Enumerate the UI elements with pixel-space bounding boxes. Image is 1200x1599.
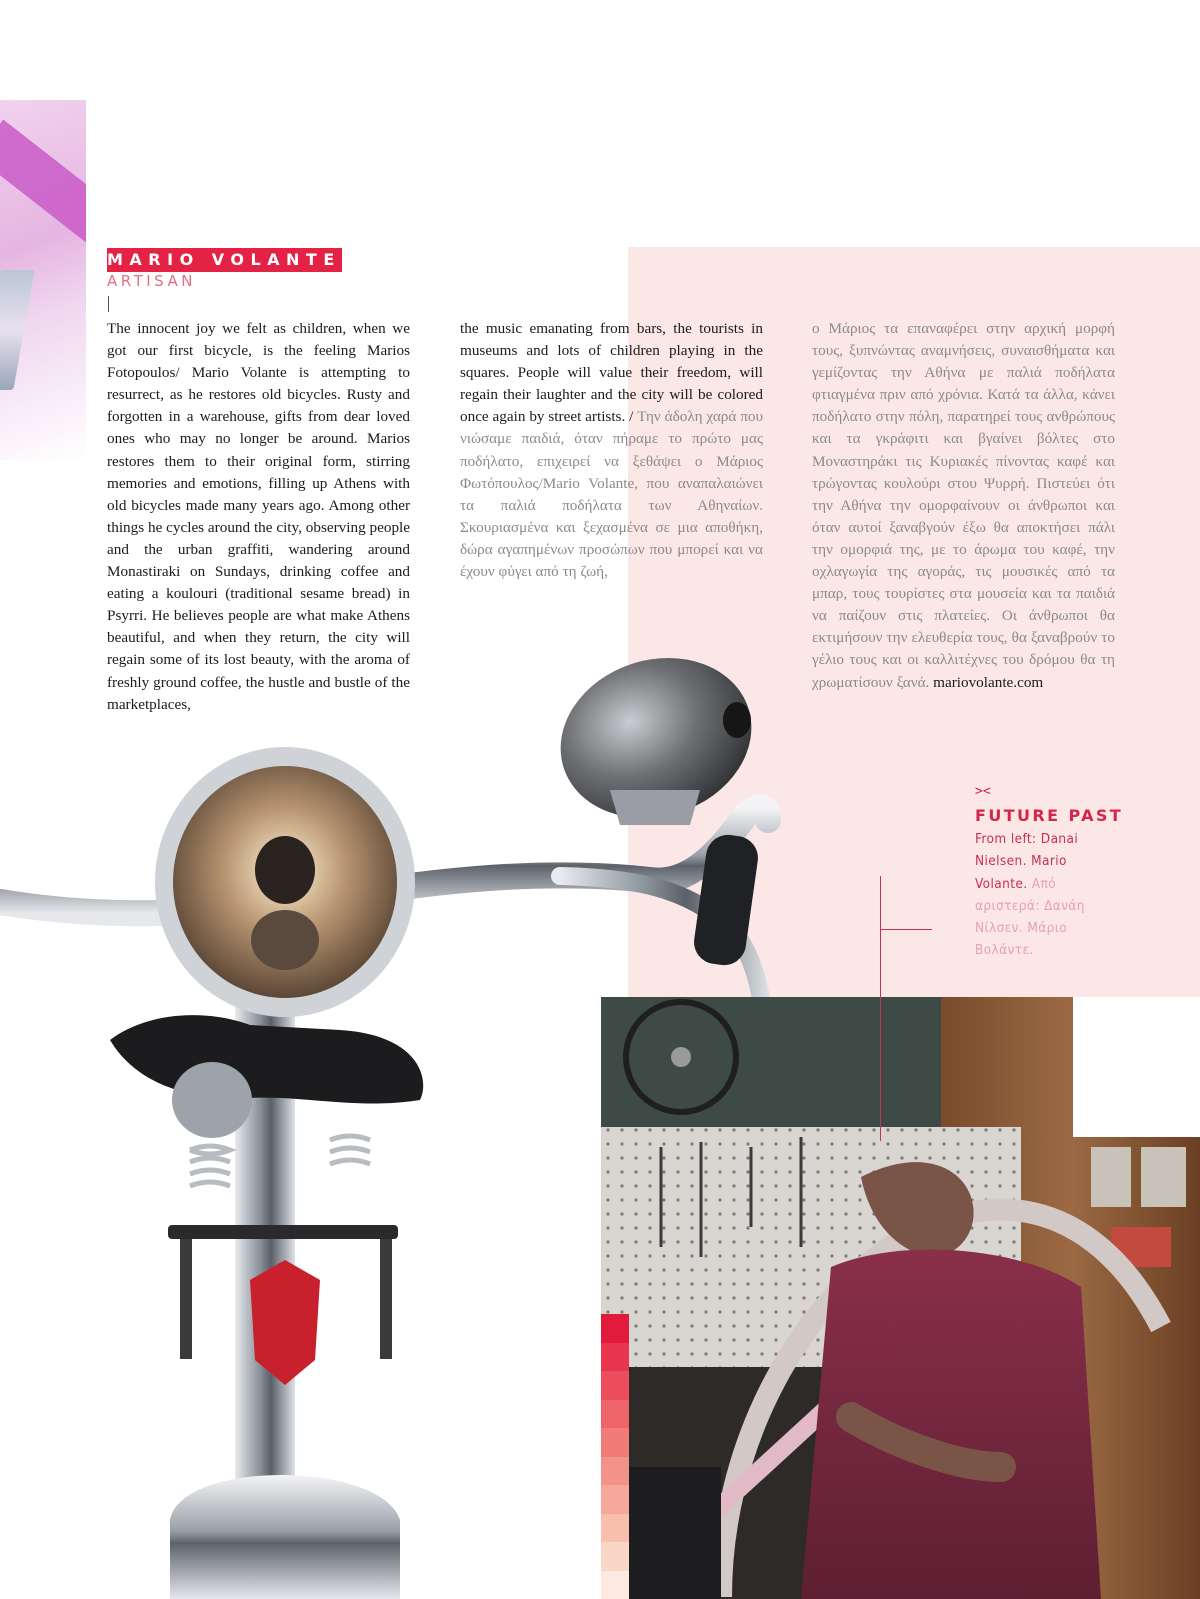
caption-body xyxy=(975,828,1105,962)
caption-leader-horizontal xyxy=(880,929,932,930)
color-swatch xyxy=(601,1400,629,1429)
column-1-text: The innocent joy we felt as children, when we got our first bicycle, is the feeling Marios Fotopoulos/ Mario Volante is attempting to resurrect, as he restores old bicycles. Rusty and forgotten in a warehouse, gifts from dear loved ones who may no longer be around. Marios restores them to their original form, stirring memories and emotions, filling up Athens with old bicycles made many years ago. Among other things he cycles around the city, observing people and the urban graffiti, wandering around Monastiraki on Sundays, drinking coffee and eating a koulouri (traditional sesame bread) in Psyrri. He believes people are what make Athens beautiful, and when they return, the city will regain some of its lost beauty, with the aroma of freshly ground coffee, the hustle and bustle of the marketplaces, xyxy=(107,320,410,713)
color-swatch xyxy=(601,1314,629,1343)
caption-glyph: >< xyxy=(975,784,991,799)
color-swatch xyxy=(601,1428,629,1457)
edge-photo xyxy=(0,100,86,460)
column-3-greek: ο Μάριος τα επαναφέρει στην αρχική μορφή τους, ξυπνώντας αναμνήσεις, συναισθήματα και γεμίζοντας την Αθήνα με παλιά ποδήλατα φτιαγμένα πριν από χρόνια. Κατά τα άλλα, κάνει ποδήλατο στην πόλη, παρατηρεί τους ανθρώπους και τα γκράφιτι και βγαίνει βόλτες στο Μοναστηράκι τις Κυριακές πίνοντας καφέ και τρώγοντας κουλούρι στου Ψυρρή. Πιστεύει ότι την Αθήνα την ομορφαίνουν οι άνθρωποι και όταν αυτοί ξαναβγούν έξω θα αποκτήσει πάλι την ομορφιά της, με το άρωμα του καφέ, την οχλαγωγία της αγοράς, τις μουσικές από τα μπαρ, τους τουρίστες στα μουσεία και τα παιδιά να παίζουν στις πλατείες. Οι άνθρωποι θα εκτιμήσουν την ελευθερία τους, θα ξαναβρούν το γέλιο τους και οι καλλιτέχνες του δρόμου θα τη χρωματίσουν ξανά. xyxy=(812,320,1115,691)
header-tick xyxy=(108,296,109,312)
color-swatch xyxy=(601,1514,629,1543)
color-swatch xyxy=(601,1571,629,1599)
artist-role: ARTISAN xyxy=(107,272,196,290)
color-swatch xyxy=(601,1457,629,1486)
column-2-english: the music emanating from bars, the tourists in museums and lots of children playing in the squares. People will value their freedom, will regain their laughter and the city will be colored once again by street artists. / xyxy=(460,320,763,426)
caption-leader-vertical xyxy=(880,876,881,1141)
caption-greek: Από αριστερά: Δανάη Νίλσεν. Μάριο Βολάντε. xyxy=(975,875,1085,959)
color-swatch xyxy=(601,1542,629,1571)
color-swatch xyxy=(601,1343,629,1372)
artist-name: MARIO VOLANTE xyxy=(107,250,341,269)
column-2-greek: Την άδολη χαρά που νιώσαμε παιδιά, όταν πήραμε το πρώτο μας ποδήλατο, επιχειρεί να ξεθάψει ο Μάριος Φωτόπουλος/Mario Volante, που αναπαλαιώνει τα παλιά ποδήλατα των Αθηναίων. Σκουριασμένα και ξεχασμένα σε μια αποθήκη, δώρα αγαπημένων προσώπων που μπορεί και να έχουν φύγει από τη ζωή, xyxy=(460,408,763,581)
column-greek xyxy=(812,318,1115,694)
caption-title: FUTURE PAST xyxy=(975,806,1124,825)
color-swatch xyxy=(601,1371,629,1400)
caption-english: From left: Danai Nielsen. Mario Volante. xyxy=(975,831,1079,892)
color-swatch xyxy=(601,1485,629,1514)
crystal-shape xyxy=(0,270,35,390)
website-link[interactable]: mariovolante.com xyxy=(933,673,1044,691)
pink-stripe xyxy=(0,119,86,266)
column-mixed xyxy=(460,318,763,583)
workshop-photo xyxy=(601,997,1200,1599)
color-strip xyxy=(601,1314,629,1599)
